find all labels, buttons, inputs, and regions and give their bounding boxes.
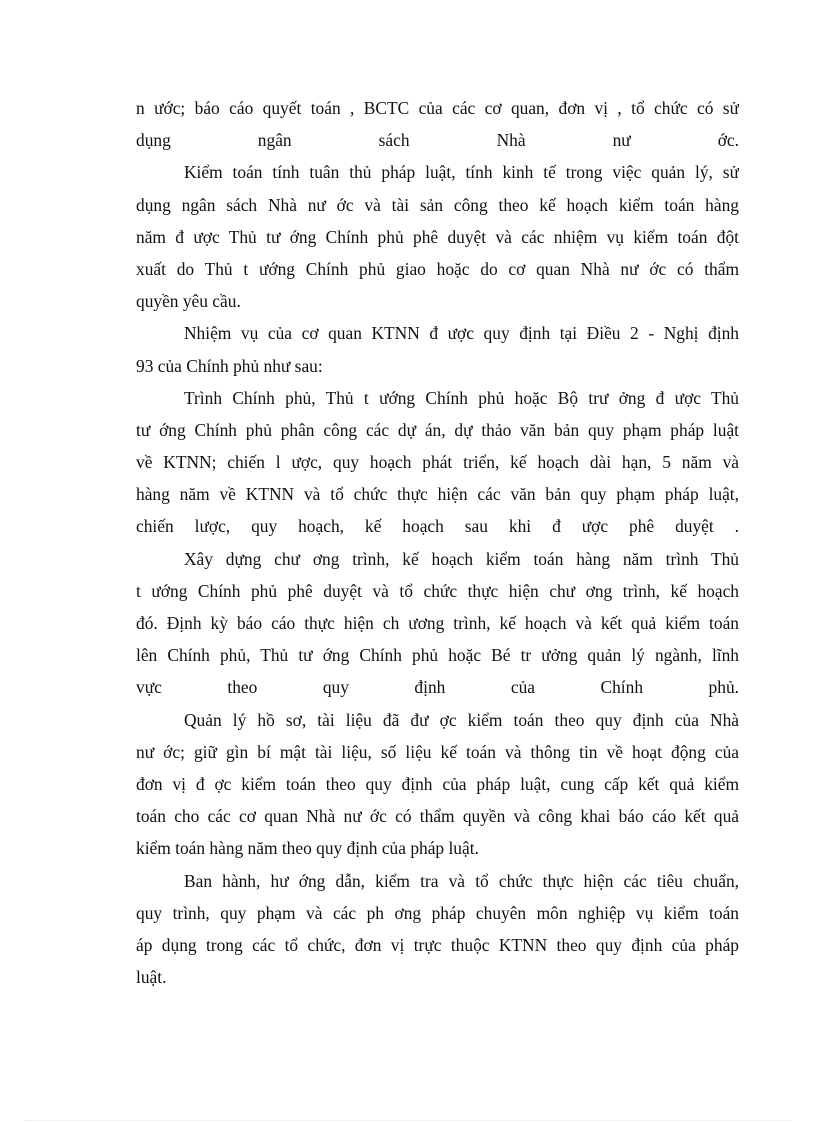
text-line: quyền yêu cầu. [136, 291, 241, 312]
text-line: năm đ ược Thủ tư ớng Chính phủ phê duyệt và các nhiệm vụ kiểm toán đột [136, 226, 739, 247]
text-line: tư ớng Chính phủ phân công các dự án, dự thảo văn bản quy phạm pháp luật [136, 419, 739, 440]
text-line: chiến lược, quy hoạch, kế hoạch sau khi đ ược phê duyệt . [136, 516, 739, 537]
text-line: kiểm toán hàng năm theo quy định của pháp luật. [136, 838, 479, 859]
text-line: Nhiệm vụ của cơ quan KTNN đ ược quy định tại Điều 2 - Nghị định [184, 323, 739, 344]
text-line: t ướng Chính phủ phê duyệt và tổ chức thực hiện chư ơng trình, kế hoạch [136, 580, 739, 601]
text-line: áp dụng trong các tổ chức, đơn vị trực thuộc KTNN theo quy định của pháp [136, 934, 739, 955]
text-line: Xây dựng chư ơng trình, kế hoạch kiểm toán hàng năm trình Thủ [184, 548, 739, 569]
text-line: luật. [136, 967, 167, 988]
text-line: dụng ngân sách Nhà nư ớc và tài sản công theo kế hoạch kiểm toán hàng [136, 194, 739, 215]
text-line: Quản lý hồ sơ, tài liệu đã đư ợc kiểm toán theo quy định của Nhà [184, 709, 739, 730]
text-line: dụng ngân sách Nhà nư ớc. [136, 130, 739, 151]
text-line: lên Chính phủ, Thủ tư ớng Chính phủ hoặc Bé tr ưởng quản lý ngành, lĩnh [136, 645, 739, 666]
text-line: Trình Chính phủ, Thủ t ướng Chính phủ hoặc Bộ trư ởng đ ược Thủ [184, 387, 739, 408]
text-line: nư ớc; giữ gìn bí mật tài liệu, số liệu kế toán và thông tin về hoạt động của [136, 741, 739, 762]
text-line: đơn vị đ ợc kiểm toán theo quy định của pháp luật, cung cấp kết quả kiểm [136, 773, 739, 794]
text-line: n ước; báo cáo quyết toán , BCTC của các cơ quan, đơn vị , tổ chức có sử [136, 98, 739, 118]
text-line: quy trình, quy phạm và các ph ơng pháp chuyên môn nghiệp vụ kiểm toán [136, 902, 739, 923]
text-line: Kiểm toán tính tuân thủ pháp luật, tính kinh tế trong việc quản lý, sử [184, 162, 739, 183]
text-line: Ban hành, hư ớng dẫn, kiểm tra và tổ chức thực hiện các tiêu chuẩn, [184, 870, 739, 891]
text-line: toán cho các cơ quan Nhà nư ớc có thẩm quyền và công khai báo cáo kết quả [136, 806, 739, 827]
text-line: về KTNN; chiến l ược, quy hoạch phát triển, kế hoạch dài hạn, 5 năm và [136, 452, 739, 473]
page-bottom-border [24, 1120, 792, 1121]
text-line: 93 của Chính phủ như sau: [136, 355, 323, 376]
document-page [136, 92, 739, 993]
text-line: hàng năm về KTNN và tổ chức thực hiện các văn bản quy phạm pháp luật, [136, 484, 739, 505]
text-line: xuất do Thủ t ướng Chính phủ giao hoặc do cơ quan Nhà nư ớc có thẩm [136, 258, 739, 279]
text-line: đó. Định kỳ báo cáo thực hiện ch ương trình, kế hoạch và kết quả kiểm toán [136, 613, 739, 633]
text-line: vực theo quy định của Chính phủ. [136, 677, 739, 698]
